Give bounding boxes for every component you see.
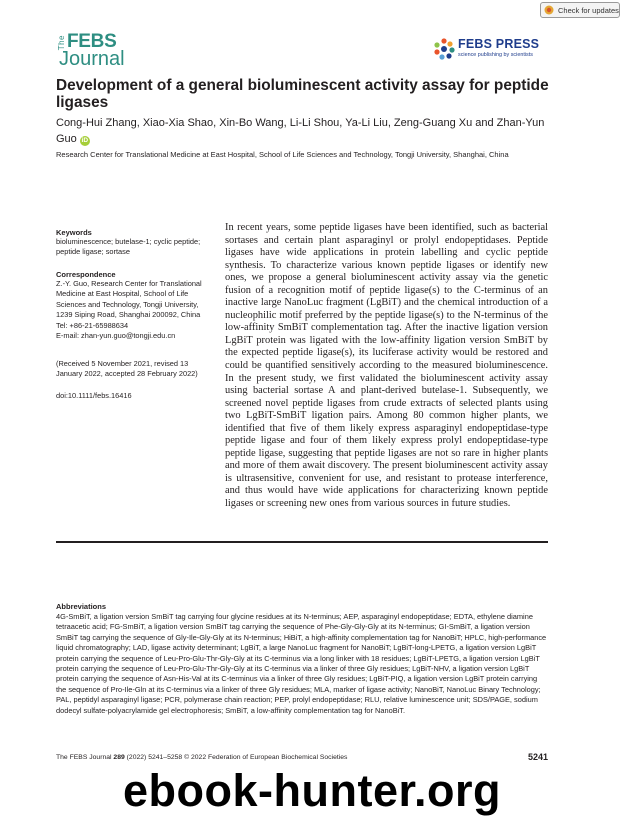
febs-press-dots-icon [432,37,456,61]
keywords-section [56,228,216,258]
page-number: 5241 [528,752,549,762]
febs-press-logo [432,37,552,65]
correspondence-heading: Correspondence [56,270,116,279]
journal-logo-journal: Journal [59,48,125,70]
febs-press-tagline: science publishing by scientists [458,52,533,58]
footer-journal-name: The FEBS Journal [56,754,114,761]
abbreviations-text: 4G-SmBiT, a ligation version SmBiT tag carrying four glycine residues at its N-terminus; AEP, asparaginyl endopeptidase; EDTA, ethylene diamine tetraacetic acid; FG-SmBiT, a ligation version SmBiT tag carrying the sequence of Phe-Gly-Gly-Gly at its N-terminus; GI-SmBiT, a ligation version SmBiT tag carrying the sequence of Gly-Ile-Gly-Gly at its N-terminus; HiBiT, a high-affinity complementation tag for NanoBiT; HPLC, high-performance liquid chromatography; LAD, ligase activity determinant; LgBiT, a large NanoLuc fragment for NanoBiT; LgBiT-long-LPETG, a ligation version LgBiT protein carrying the sequence of Leu-Pro-Glu-Thr-Gly-Gly at its C-terminus via a long linker with 18 residues; LgBiT-LPETG, a ligation version LgBiT protein carrying the sequence of Leu-Pro-Glu-Thr-Gly-Gly at its C-terminus via a linker of three Gly residues; LgBiT-NHV, a ligation version LgBiT protein carrying the sequence of Asn-His-Val at its C-terminus via a linker of three Gly residues; LgBiT-PIQ, a ligation version LgBiT protein carrying the sequence of Pro-Ile-Gln at its C-terminus via a linker of three Gly residues; MLA, marker of ligase activity; NanoBiT, NanoLuc Binary Technology; PAL, peptidyl asparaginyl ligase; PCR, polymerase chain reaction; PEP, prolyl endopeptidase; RLU, relative luminescence unit; SDS/PAGE, sodium dodecyl sulfate-polyacrylamide gel electrophoresis; SmBiT, a low-affinity complementation tag for NanoBiT. [56,612,547,715]
check-for-updates-button[interactable] [540,2,620,18]
article-title: Development of a general bioluminescent activity assay for peptide ligases [56,77,549,111]
journal-logo-febs: FEBS [67,31,117,52]
correspondence-tel: Tel: +86-21-65988634 [56,320,129,330]
author-list [56,116,556,147]
journal-logo-the: The [57,35,66,51]
keywords-heading: Keywords [56,228,92,237]
correspondence-section [56,270,216,341]
abstract-text: In recent years, some peptide ligases have been identified, such as bacterial sortases and certain plant asparaginyl or prolyl endopeptidases. Peptide ligases have wide applications in protein labelling and cyclic peptide synthesis. To characterize various known peptide ligases or identify new ones, we propose a general bioluminescent activity assay via the genetic fusion of a recognition motif of peptide ligase(s) to the C-terminus of an inactive large NanoLuc fragment (LgBiT) and the chemical introduction of a nucleophilic motif preferred by the peptide ligase(s) to the N-terminus of the low-affinity SmBiT complementation tag. After the inactive ligation version LgBiT protein was ligated with the low-affinity ligation version SmBiT by the expected peptide ligase(s), its luciferase activity would be restored and could be quantified sensitively according to the measured bioluminescence. In the present study, we first validated the bioluminescent activity assay using bacterial sortase A and plant-derived butelase-1. Subsequently, we screened novel peptide ligases from crude extracts of selected plants using two LgBiT-SmBiT ligation pairs. Among 80 common higher plants, we identified that five of them likely express asparaginyl endopeptidase-type peptide ligase and four of them likely express prolyl endopeptidase-type peptide ligase, suggesting that peptide ligases are not so rare in higher plants and more of them await discovery. The present bioluminescent activity assay is ultrasensitive, convenient for use, and resistant to protease interference, and thus would have wide applications for characterizing known peptide ligases or screening new ones from various sources in future studies. [225,222,548,510]
correspondence-email[interactable]: E-mail: zhan-yun.guo@tongji.edu.cn [56,331,176,341]
abbreviations-section [56,602,548,716]
abbreviations-heading: Abbreviations [56,602,107,611]
orcid-icon[interactable]: iD [81,136,89,144]
affiliation: Research Center for Translational Medicine at East Hospital, School of Life Sciences and Technology, Tongji University, Shanghai, China [56,150,509,159]
received-dates: (Received 5 November 2021, revised 13 January 2022, accepted 28 February 2022) [56,359,198,379]
abstract-divider [56,541,548,543]
febs-press-name: FEBS PRESS [458,37,540,51]
watermark-text: ebook-hunter.org [123,765,501,816]
footer-citation [56,754,347,761]
journal-logo [57,31,167,71]
keywords-text: bioluminescence; butelase-1; cyclic peptide; peptide ligase; sortase [56,237,201,257]
check-for-updates-label: Check for updates [558,6,619,15]
authors-text: Cong-Hui Zhang, Xiao-Xia Shao, Xin-Bo Wang, Li-Li Shou, Ya-Li Liu, Zeng-Guang Xu and Zhan-Yun Guo [56,117,545,145]
footer-volume: 289 [113,754,125,761]
doi-link[interactable]: doi:10.1111/febs.16416 [56,391,132,400]
update-icon [544,5,554,15]
footer-rest: (2022) 5241–5258 © 2022 Federation of European Biochemical Societies [124,754,348,761]
correspondence-address: Z.-Y. Guo, Research Center for Translational Medicine at East Hospital, School of Life Sciences and Technology, Tongji University, 1239 Siping Road, Shanghai 200092, China [56,279,202,320]
